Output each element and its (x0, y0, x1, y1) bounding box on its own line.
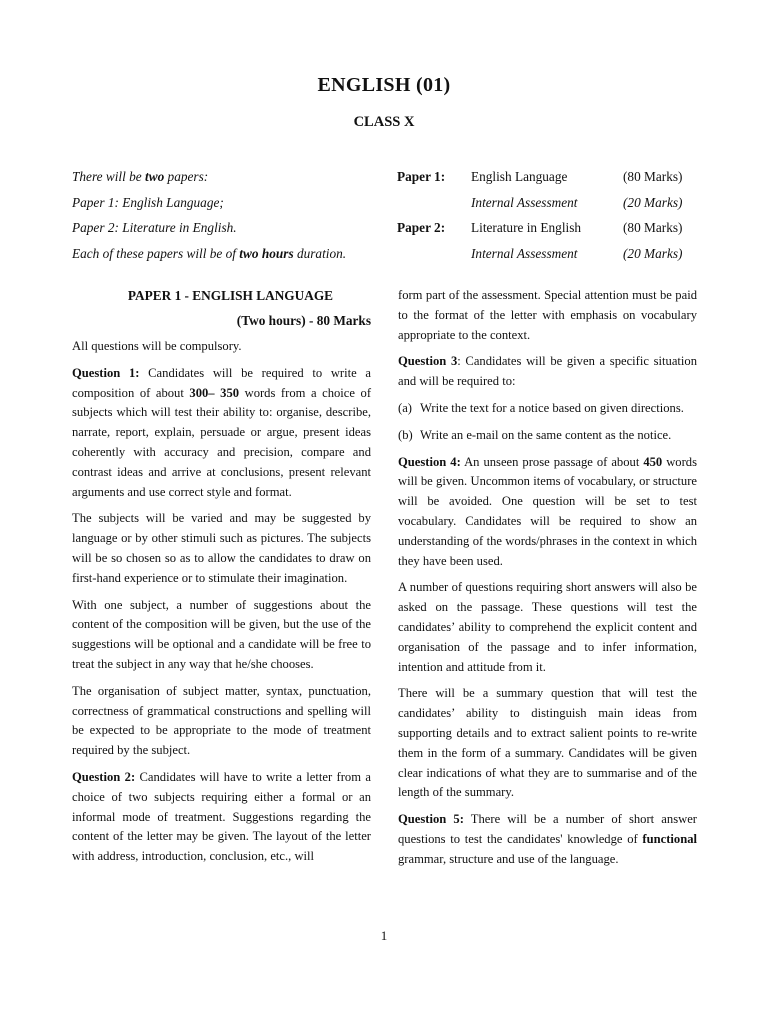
paragraph: There will be a summary question that will test the candidates’ ability to distinguish main ideas from supporting details and to extract salient points to re-write them in the form of a summary. Candidates will be given clear indications of what they are to summarise and of the length of the summary. (398, 686, 697, 800)
paper-row (397, 164, 697, 190)
paragraph: The subjects will be varied and may be suggested by language or by other stimuli such as pictures. The subjects will be so chosen so as to allow the candidates to draw on first-hand experience or to stimulate their imagination. (72, 511, 371, 585)
paragraph: With one subject, a number of suggestions about the content of the composition will be given, but the use of the suggestions will be optional and a candidate will be free to treat the subject in any way that he/she chooses. (72, 597, 371, 671)
paper-name: Internal Assessment (471, 194, 578, 210)
paper-row (397, 190, 697, 216)
section-title: PAPER 1 - ENGLISH LANGUAGE (127, 288, 334, 303)
intro-line: Paper 2: Literature in English. (72, 220, 237, 235)
question-2: Question 2: Candidates will have to write a letter from a choice of two subjects requiring either a formal or an informal mode of treatment. Suggestions regarding the content of the letter may be given. The layout of the letter with address, introduction, conclusion, etc., will (72, 769, 371, 864)
paper-marks: (80 Marks) (623, 220, 683, 235)
intro-line: Paper 1: English Language; (72, 194, 224, 210)
paper-marks: (80 Marks) (623, 169, 683, 184)
question-5: Question 5: There will be a number of short answer questions to test the candidates' knowledge of functional grammar, structure and use of the language. (398, 812, 697, 866)
paragraph: The organisation of subject matter, syntax, punctuation, correctness of grammatical constructions and spelling will be expected to be appropriate to the mode of treatment required by the subject. (72, 683, 371, 758)
left-column (72, 286, 371, 874)
paper-label: Paper 1: (397, 169, 446, 184)
section-subtitle: (Two hours) - 80 Marks (236, 313, 371, 328)
intro-line: Each of these papers will be of two hours duration. (72, 245, 347, 261)
paragraph: A number of questions requiring short answers will also be asked on the passage. These questions will test the candidates’ ability to comprehend the explicit content and organisation of the passage and to infer information, intention and attitude from it. (398, 580, 697, 674)
paper-name: Literature in English (471, 220, 582, 235)
paragraph: All questions will be compulsory. (72, 339, 242, 353)
intro-block (72, 164, 382, 266)
class-subtitle: CLASS X (353, 114, 415, 130)
paper-marks: (20 Marks) (623, 194, 683, 210)
paper-label: Paper 2: (397, 220, 446, 235)
paper-marks: (20 Marks) (623, 245, 683, 261)
paper-row (397, 241, 697, 267)
page-number: 1 (380, 928, 388, 943)
list-item: (a) Write the text for a notice based on given directions. (398, 400, 684, 415)
intro-line: There will be two papers: (72, 169, 209, 184)
right-column (398, 286, 697, 877)
paragraph: form part of the assessment. Special attention must be paid to the format of the letter with emphasis on vocabulary appropriate to the context. (398, 288, 697, 342)
question-3: Question 3: Candidates will be given a specific situation and will be required to: (398, 354, 697, 389)
question-4: Question 4: An unseen prose passage of about 450 words will be given. Uncommon items of vocabulary, or structure will be avoided. One question will be set to test vocabulary. Candidates will be required to show an understanding of the words/phrases in the context in which they have been used. (398, 454, 697, 568)
list-item: (b) Write an e-mail on the same content as the notice. (398, 427, 672, 442)
paper-name: English Language (471, 169, 568, 184)
page-title: ENGLISH (01) (317, 74, 451, 96)
question-1: Question 1: Candidates will be required to write a composition of about 300– 350 words from a choice of subjects which will test their ability to: organise, describe, narrate, report, explain, persuade or argue, present ideas coherently with accuracy and precision, compare and contrast ideas and arrive at conclusions, present relevant arguments and use correct style and format. (72, 365, 372, 499)
paper-row (397, 215, 697, 241)
papers-table (397, 164, 697, 266)
paper-name: Internal Assessment (471, 245, 578, 261)
